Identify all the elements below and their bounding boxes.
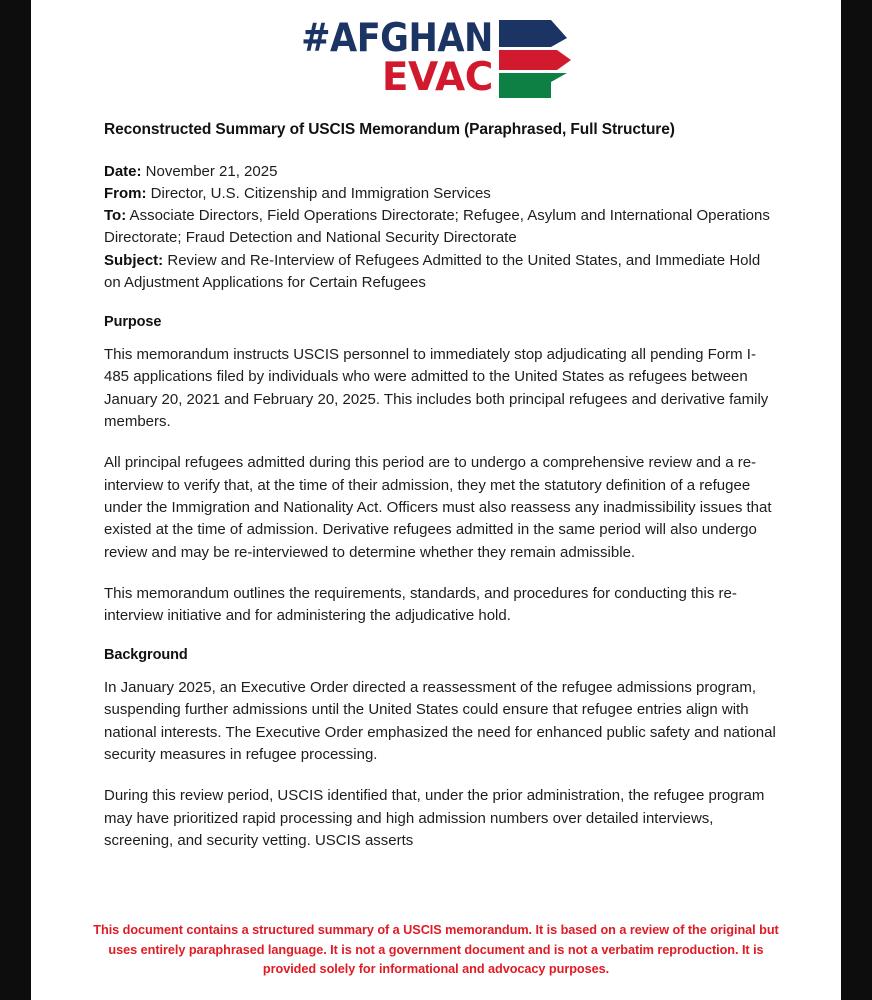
meta-value-subject: Review and Re-Interview of Refugees Admitted to the United States, and Immediate Hold on Adjustment Applications for Certain Refugees bbox=[104, 251, 761, 291]
meta-value-from: Director, U.S. Citizenship and Immigration Services bbox=[146, 185, 491, 203]
paragraph: All principal refugees admitted during this period are to undergo a comprehensive review and a re-interview to verify that, at the time of their admission, they met the statutory definition of a refugee under the Immigration and Nationality Act. Officers must also reassess any inadmissibility issues that existed at the time of admission. Derivative refugees admitted in the same period will also undergo review and may be re-interviewed to determine whether they remain admissible. bbox=[104, 454, 772, 561]
paragraph: This memorandum outlines the requirements, standards, and procedures for conducting this re-interview initiative and for administering the adjudicative hold. bbox=[104, 585, 737, 625]
afghanevac-logo bbox=[31, 0, 841, 106]
logo-group bbox=[301, 16, 571, 100]
logo-wordmark bbox=[301, 15, 493, 100]
paragraph: In January 2025, an Executive Order directed a reassessment of the refugee admissions program, suspending further admissions until the United States could ensure that refugee entries align with national interests. The Executive Order emphasized the need for enhanced public safety and national security measures in refugee processing. bbox=[104, 678, 776, 763]
meta-row-from bbox=[104, 183, 776, 205]
document-content bbox=[31, 120, 841, 852]
memo-metadata bbox=[104, 161, 776, 294]
document-page bbox=[31, 0, 841, 1000]
page-title: Reconstructed Summary of USCIS Memorandum (Paraphrased, Full Structure) bbox=[104, 121, 675, 138]
section-heading-purpose: Purpose bbox=[104, 314, 162, 331]
paragraph: This memorandum instructs USCIS personnel to immediately stop adjudicating all pending Form I-485 applications filed by individuals who were admitted to the United States as refugees between January 20, 2021 and February 20, 2025. This includes both principal refugees and derivative family members. bbox=[104, 346, 769, 431]
meta-label-to: To: bbox=[104, 207, 127, 225]
meta-value-to: Associate Directors, Field Operations Directorate; Refugee, Asylum and International Operations Directorate; Fraud Detection and National Security Directorate bbox=[104, 207, 770, 247]
meta-row-date bbox=[104, 161, 776, 183]
disclaimer-notice: This document contains a structured summary of a USCIS memorandum. It is based on a review of the original but uses entirely paraphrased language. It is not a government document and is not a verbatim reproduction. It is provided solely for informational and advocacy purposes. bbox=[93, 923, 779, 977]
meta-value-date: November 21, 2025 bbox=[141, 162, 278, 180]
logo-text-afghan: #AFGHAN bbox=[301, 15, 493, 61]
section-heading-background: Background bbox=[104, 646, 188, 663]
meta-label-subject: Subject: bbox=[104, 251, 164, 269]
meta-label-date: Date: bbox=[104, 162, 142, 180]
paragraph: During this review period, USCIS identified that, under the prior administration, the refugee program may have prioritized rapid processing and high admission numbers over detailed interviews, screening, and security vetting. USCIS asserts bbox=[104, 787, 765, 849]
tricolor-arrow-icon bbox=[499, 18, 571, 100]
logo-text-evac: EVAC bbox=[381, 55, 493, 100]
meta-row-subject bbox=[104, 250, 776, 294]
meta-row-to bbox=[104, 205, 776, 249]
meta-label-from: From: bbox=[104, 185, 147, 203]
